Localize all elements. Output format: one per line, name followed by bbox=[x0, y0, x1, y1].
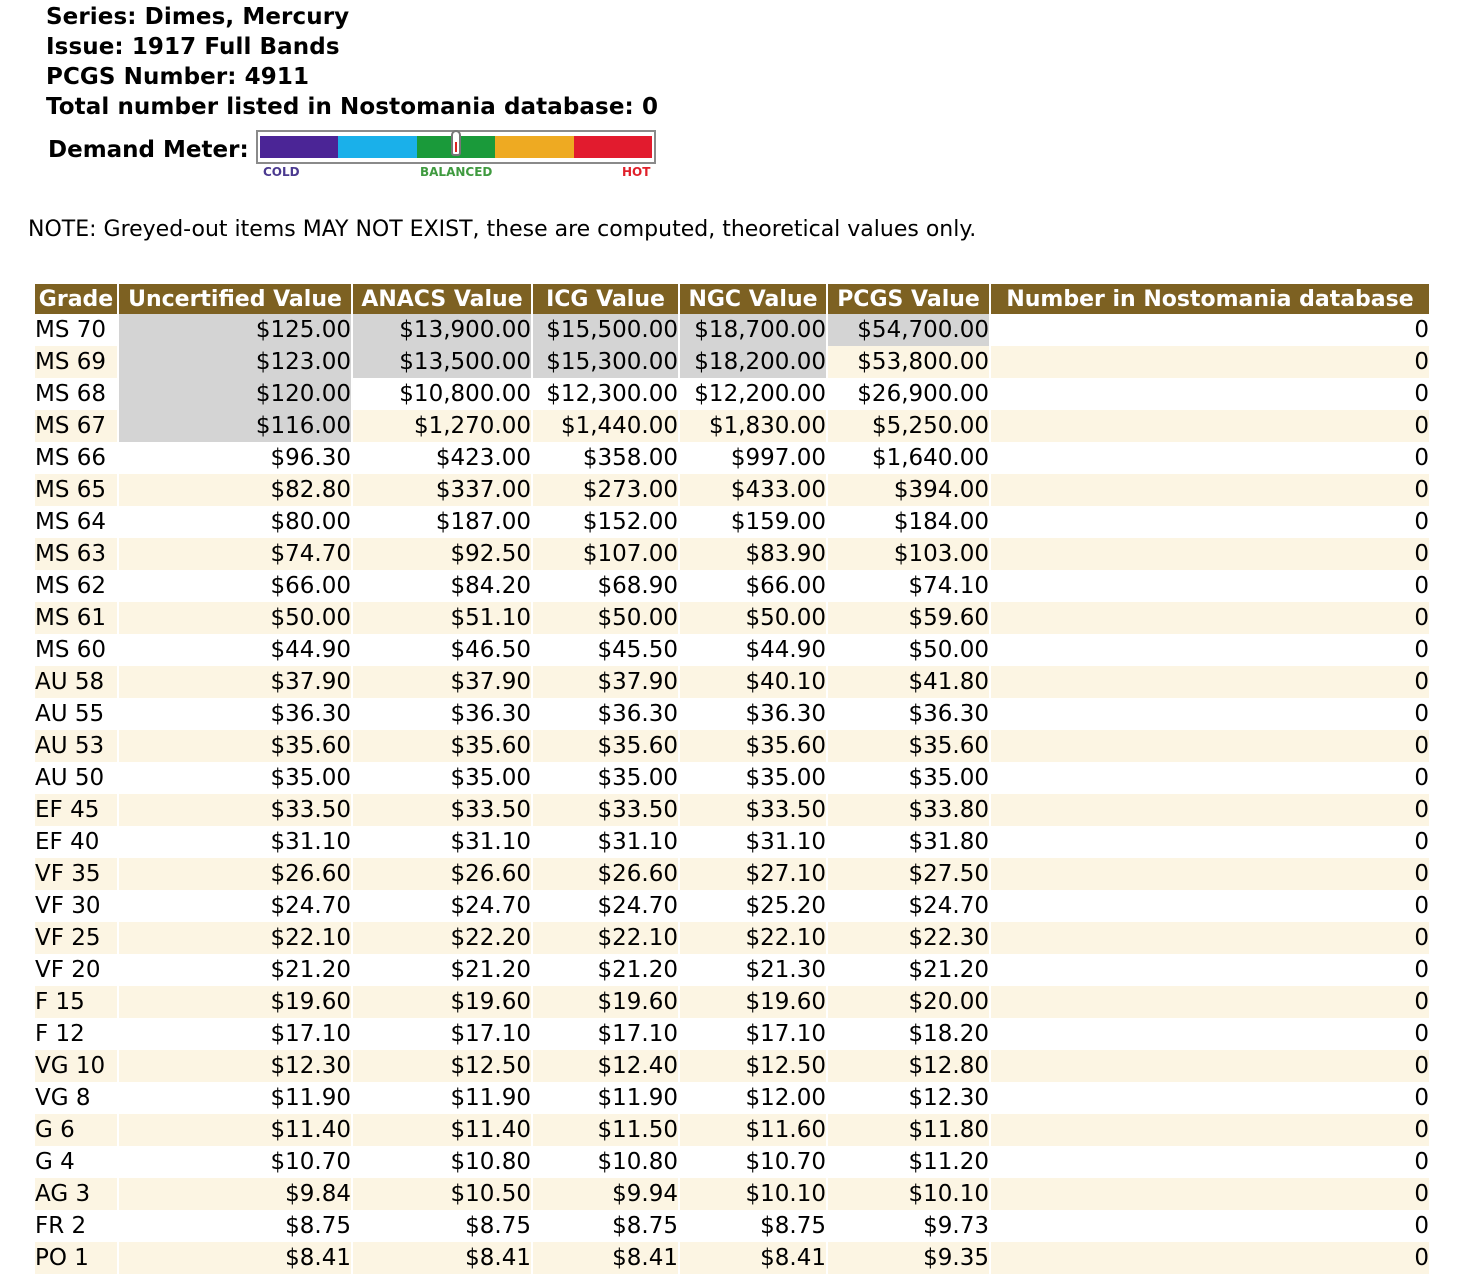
value-cell-uncertified: $8.75 bbox=[119, 1210, 351, 1242]
value-cell-nostomania-count: 0 bbox=[991, 634, 1429, 666]
grade-cell: MS 62 bbox=[35, 570, 117, 602]
coin-info bbox=[46, 2, 658, 122]
table-row bbox=[35, 954, 1429, 986]
meter-segment-cool bbox=[338, 136, 416, 158]
value-cell-ngc: $433.00 bbox=[680, 474, 826, 506]
issue-line: Issue: 1917 Full Bands bbox=[46, 34, 340, 60]
value-cell-uncertified: $8.41 bbox=[119, 1242, 351, 1274]
table-row bbox=[35, 858, 1429, 890]
value-cell-anacs: $22.20 bbox=[353, 922, 531, 954]
value-cell-nostomania-count: 0 bbox=[991, 378, 1429, 410]
value-cell-icg: $9.94 bbox=[533, 1178, 678, 1210]
value-cell-anacs: $84.20 bbox=[353, 570, 531, 602]
table-row bbox=[35, 666, 1429, 698]
value-cell-uncertified: $35.00 bbox=[119, 762, 351, 794]
value-cell-pcgs: $36.30 bbox=[828, 698, 989, 730]
value-cell-uncertified: $82.80 bbox=[119, 474, 351, 506]
value-cell-uncertified: $44.90 bbox=[119, 634, 351, 666]
value-cell-anacs: $187.00 bbox=[353, 506, 531, 538]
greyed-out-note: NOTE: Greyed-out items MAY NOT EXIST, these are computed, theoretical values only. bbox=[28, 217, 977, 242]
value-cell-ngc: $159.00 bbox=[680, 506, 826, 538]
value-cell-nostomania-count: 0 bbox=[991, 922, 1429, 954]
value-cell-icg: $152.00 bbox=[533, 506, 678, 538]
value-cell-icg: $107.00 bbox=[533, 538, 678, 570]
value-cell-pcgs: $394.00 bbox=[828, 474, 989, 506]
column-header-uncertified: Uncertified Value bbox=[119, 284, 351, 314]
value-cell-nostomania-count: 0 bbox=[991, 666, 1429, 698]
table-row bbox=[35, 1082, 1429, 1114]
table-row bbox=[35, 474, 1429, 506]
grade-cell: VF 30 bbox=[35, 890, 117, 922]
value-cell-uncertified: $11.90 bbox=[119, 1082, 351, 1114]
value-cell-ngc: $997.00 bbox=[680, 442, 826, 474]
value-cell-nostomania-count: 0 bbox=[991, 1210, 1429, 1242]
value-cell-nostomania-count: 0 bbox=[991, 1050, 1429, 1082]
value-cell-nostomania-count: 0 bbox=[991, 570, 1429, 602]
value-cell-anacs: $33.50 bbox=[353, 794, 531, 826]
value-cell-ngc: $12.00 bbox=[680, 1082, 826, 1114]
value-cell-anacs: $24.70 bbox=[353, 890, 531, 922]
table-row bbox=[35, 506, 1429, 538]
value-cell-anacs: $12.50 bbox=[353, 1050, 531, 1082]
value-cell-uncertified: $96.30 bbox=[119, 442, 351, 474]
column-header-grade: Grade bbox=[35, 284, 117, 314]
series-line: Series: Dimes, Mercury bbox=[46, 4, 350, 30]
value-cell-anacs: $35.00 bbox=[353, 762, 531, 794]
table-row bbox=[35, 634, 1429, 666]
value-cell-ngc: $35.60 bbox=[680, 730, 826, 762]
value-cell-pcgs: $50.00 bbox=[828, 634, 989, 666]
table-row bbox=[35, 1178, 1429, 1210]
demand-meter-label: Demand Meter: bbox=[48, 137, 249, 163]
value-cell-uncertified: $120.00 bbox=[119, 378, 351, 410]
value-cell-ngc: $40.10 bbox=[680, 666, 826, 698]
value-cell-icg: $26.60 bbox=[533, 858, 678, 890]
value-cell-pcgs: $10.10 bbox=[828, 1178, 989, 1210]
value-cell-nostomania-count: 0 bbox=[991, 698, 1429, 730]
grade-cell: MS 61 bbox=[35, 602, 117, 634]
value-cell-pcgs: $54,700.00 bbox=[828, 314, 989, 346]
value-cell-ngc: $25.20 bbox=[680, 890, 826, 922]
value-cell-anacs: $8.41 bbox=[353, 1242, 531, 1274]
value-cell-uncertified: $116.00 bbox=[119, 410, 351, 442]
value-cell-anacs: $31.10 bbox=[353, 826, 531, 858]
value-cell-nostomania-count: 0 bbox=[991, 1082, 1429, 1114]
table-row bbox=[35, 1210, 1429, 1242]
value-cell-pcgs: $27.50 bbox=[828, 858, 989, 890]
grade-cell: VG 10 bbox=[35, 1050, 117, 1082]
value-cell-anacs: $423.00 bbox=[353, 442, 531, 474]
column-header-anacs: ANACS Value bbox=[353, 284, 531, 314]
value-cell-uncertified: $11.40 bbox=[119, 1114, 351, 1146]
value-cell-anacs: $35.60 bbox=[353, 730, 531, 762]
value-cell-anacs: $1,270.00 bbox=[353, 410, 531, 442]
pcgs-number-line: PCGS Number: 4911 bbox=[46, 64, 310, 90]
value-cell-anacs: $17.10 bbox=[353, 1018, 531, 1050]
grade-cell: G 6 bbox=[35, 1114, 117, 1146]
value-cell-icg: $17.10 bbox=[533, 1018, 678, 1050]
value-cell-icg: $12.40 bbox=[533, 1050, 678, 1082]
table-row bbox=[35, 314, 1429, 346]
value-cell-pcgs: $74.10 bbox=[828, 570, 989, 602]
grade-cell: MS 69 bbox=[35, 346, 117, 378]
value-cell-icg: $37.90 bbox=[533, 666, 678, 698]
value-cell-nostomania-count: 0 bbox=[991, 762, 1429, 794]
meter-label-cold: COLD bbox=[263, 165, 300, 179]
grade-cell: MS 66 bbox=[35, 442, 117, 474]
value-cell-uncertified: $24.70 bbox=[119, 890, 351, 922]
meter-segment-hot bbox=[574, 136, 652, 158]
value-cell-anacs: $36.30 bbox=[353, 698, 531, 730]
value-cell-ngc: $1,830.00 bbox=[680, 410, 826, 442]
value-cell-icg: $45.50 bbox=[533, 634, 678, 666]
value-cell-icg: $273.00 bbox=[533, 474, 678, 506]
value-cell-nostomania-count: 0 bbox=[991, 858, 1429, 890]
value-cell-uncertified: $74.70 bbox=[119, 538, 351, 570]
value-cell-ngc: $35.00 bbox=[680, 762, 826, 794]
value-cell-nostomania-count: 0 bbox=[991, 794, 1429, 826]
table-row bbox=[35, 538, 1429, 570]
value-cell-pcgs: $1,640.00 bbox=[828, 442, 989, 474]
grade-cell: AU 53 bbox=[35, 730, 117, 762]
grade-cell: G 4 bbox=[35, 1146, 117, 1178]
grade-cell: F 15 bbox=[35, 986, 117, 1018]
value-cell-pcgs: $41.80 bbox=[828, 666, 989, 698]
value-cell-uncertified: $10.70 bbox=[119, 1146, 351, 1178]
value-cell-icg: $36.30 bbox=[533, 698, 678, 730]
value-cell-nostomania-count: 0 bbox=[991, 1178, 1429, 1210]
value-cell-pcgs: $21.20 bbox=[828, 954, 989, 986]
value-cell-icg: $35.60 bbox=[533, 730, 678, 762]
column-header-pcgs: PCGS Value bbox=[828, 284, 989, 314]
value-cell-pcgs: $11.20 bbox=[828, 1146, 989, 1178]
value-cell-ngc: $18,200.00 bbox=[680, 346, 826, 378]
value-cell-uncertified: $37.90 bbox=[119, 666, 351, 698]
value-cell-ngc: $27.10 bbox=[680, 858, 826, 890]
value-cell-nostomania-count: 0 bbox=[991, 1146, 1429, 1178]
meter-segment-warm bbox=[495, 136, 573, 158]
value-cell-uncertified: $22.10 bbox=[119, 922, 351, 954]
demand-needle-icon bbox=[451, 130, 461, 156]
grade-cell: MS 68 bbox=[35, 378, 117, 410]
value-cell-icg: $15,300.00 bbox=[533, 346, 678, 378]
value-cell-uncertified: $36.30 bbox=[119, 698, 351, 730]
value-cell-uncertified: $26.60 bbox=[119, 858, 351, 890]
value-cell-anacs: $11.90 bbox=[353, 1082, 531, 1114]
value-cell-pcgs: $24.70 bbox=[828, 890, 989, 922]
table-row bbox=[35, 730, 1429, 762]
grade-cell: EF 45 bbox=[35, 794, 117, 826]
value-cell-uncertified: $17.10 bbox=[119, 1018, 351, 1050]
value-cell-uncertified: $9.84 bbox=[119, 1178, 351, 1210]
table-header-row bbox=[35, 284, 1429, 314]
value-cell-icg: $68.90 bbox=[533, 570, 678, 602]
value-cell-ngc: $12,200.00 bbox=[680, 378, 826, 410]
value-cell-anacs: $10,800.00 bbox=[353, 378, 531, 410]
value-table bbox=[33, 284, 1431, 1274]
table-row bbox=[35, 378, 1429, 410]
value-cell-anacs: $337.00 bbox=[353, 474, 531, 506]
grade-cell: VF 25 bbox=[35, 922, 117, 954]
value-cell-uncertified: $19.60 bbox=[119, 986, 351, 1018]
grade-cell: MS 64 bbox=[35, 506, 117, 538]
meter-label-balanced: BALANCED bbox=[420, 165, 493, 179]
value-cell-anacs: $19.60 bbox=[353, 986, 531, 1018]
grade-cell: MS 60 bbox=[35, 634, 117, 666]
value-cell-nostomania-count: 0 bbox=[991, 954, 1429, 986]
value-cell-icg: $358.00 bbox=[533, 442, 678, 474]
table-row bbox=[35, 442, 1429, 474]
grade-cell: AU 50 bbox=[35, 762, 117, 794]
value-cell-nostomania-count: 0 bbox=[991, 506, 1429, 538]
value-cell-ngc: $50.00 bbox=[680, 602, 826, 634]
value-cell-anacs: $46.50 bbox=[353, 634, 531, 666]
value-cell-pcgs: $5,250.00 bbox=[828, 410, 989, 442]
table-row bbox=[35, 1050, 1429, 1082]
grade-cell: EF 40 bbox=[35, 826, 117, 858]
table-row bbox=[35, 1146, 1429, 1178]
value-cell-icg: $11.50 bbox=[533, 1114, 678, 1146]
value-cell-icg: $31.10 bbox=[533, 826, 678, 858]
table-row bbox=[35, 1114, 1429, 1146]
value-cell-icg: $22.10 bbox=[533, 922, 678, 954]
value-cell-icg: $15,500.00 bbox=[533, 314, 678, 346]
value-cell-nostomania-count: 0 bbox=[991, 1018, 1429, 1050]
grade-cell: PO 1 bbox=[35, 1242, 117, 1274]
value-cell-uncertified: $80.00 bbox=[119, 506, 351, 538]
grade-cell: MS 65 bbox=[35, 474, 117, 506]
meter-label-hot: HOT bbox=[622, 165, 651, 179]
value-cell-ngc: $8.41 bbox=[680, 1242, 826, 1274]
table-row bbox=[35, 346, 1429, 378]
value-cell-ngc: $10.10 bbox=[680, 1178, 826, 1210]
value-cell-ngc: $21.30 bbox=[680, 954, 826, 986]
value-cell-ngc: $66.00 bbox=[680, 570, 826, 602]
value-cell-pcgs: $35.00 bbox=[828, 762, 989, 794]
value-cell-ngc: $12.50 bbox=[680, 1050, 826, 1082]
value-cell-anacs: $11.40 bbox=[353, 1114, 531, 1146]
value-cell-icg: $19.60 bbox=[533, 986, 678, 1018]
table-row bbox=[35, 1018, 1429, 1050]
table-row bbox=[35, 410, 1429, 442]
value-cell-icg: $8.41 bbox=[533, 1242, 678, 1274]
grade-cell: VF 20 bbox=[35, 954, 117, 986]
value-cell-anacs: $13,900.00 bbox=[353, 314, 531, 346]
value-cell-pcgs: $53,800.00 bbox=[828, 346, 989, 378]
value-cell-ngc: $8.75 bbox=[680, 1210, 826, 1242]
value-cell-uncertified: $21.20 bbox=[119, 954, 351, 986]
value-cell-icg: $8.75 bbox=[533, 1210, 678, 1242]
table-row bbox=[35, 986, 1429, 1018]
value-cell-uncertified: $12.30 bbox=[119, 1050, 351, 1082]
value-cell-ngc: $36.30 bbox=[680, 698, 826, 730]
value-cell-uncertified: $33.50 bbox=[119, 794, 351, 826]
value-cell-nostomania-count: 0 bbox=[991, 986, 1429, 1018]
value-cell-nostomania-count: 0 bbox=[991, 826, 1429, 858]
value-cell-ngc: $83.90 bbox=[680, 538, 826, 570]
value-cell-nostomania-count: 0 bbox=[991, 442, 1429, 474]
value-cell-pcgs: $31.80 bbox=[828, 826, 989, 858]
value-cell-anacs: $10.50 bbox=[353, 1178, 531, 1210]
value-cell-nostomania-count: 0 bbox=[991, 346, 1429, 378]
grade-cell: F 12 bbox=[35, 1018, 117, 1050]
demand-meter bbox=[256, 130, 656, 164]
value-cell-nostomania-count: 0 bbox=[991, 1114, 1429, 1146]
value-cell-anacs: $26.60 bbox=[353, 858, 531, 890]
column-header-ngc: NGC Value bbox=[680, 284, 826, 314]
value-cell-pcgs: $59.60 bbox=[828, 602, 989, 634]
value-cell-pcgs: $18.20 bbox=[828, 1018, 989, 1050]
value-cell-icg: $10.80 bbox=[533, 1146, 678, 1178]
value-cell-pcgs: $35.60 bbox=[828, 730, 989, 762]
value-cell-icg: $24.70 bbox=[533, 890, 678, 922]
table-row bbox=[35, 762, 1429, 794]
value-cell-icg: $12,300.00 bbox=[533, 378, 678, 410]
grade-cell: MS 70 bbox=[35, 314, 117, 346]
value-cell-pcgs: $22.30 bbox=[828, 922, 989, 954]
value-cell-ngc: $10.70 bbox=[680, 1146, 826, 1178]
value-cell-icg: $35.00 bbox=[533, 762, 678, 794]
total-listed-line: Total number listed in Nostomania database: 0 bbox=[46, 94, 659, 120]
value-cell-pcgs: $9.35 bbox=[828, 1242, 989, 1274]
value-cell-pcgs: $11.80 bbox=[828, 1114, 989, 1146]
table-row bbox=[35, 570, 1429, 602]
value-cell-icg: $33.50 bbox=[533, 794, 678, 826]
value-cell-anacs: $8.75 bbox=[353, 1210, 531, 1242]
table-row bbox=[35, 890, 1429, 922]
value-cell-pcgs: $12.30 bbox=[828, 1082, 989, 1114]
table-row bbox=[35, 1242, 1429, 1274]
value-cell-uncertified: $35.60 bbox=[119, 730, 351, 762]
grade-cell: FR 2 bbox=[35, 1210, 117, 1242]
grade-cell: MS 67 bbox=[35, 410, 117, 442]
value-cell-ngc: $33.50 bbox=[680, 794, 826, 826]
value-cell-uncertified: $31.10 bbox=[119, 826, 351, 858]
value-cell-ngc: $17.10 bbox=[680, 1018, 826, 1050]
grade-cell: AU 58 bbox=[35, 666, 117, 698]
value-cell-pcgs: $33.80 bbox=[828, 794, 989, 826]
value-cell-uncertified: $66.00 bbox=[119, 570, 351, 602]
value-cell-nostomania-count: 0 bbox=[991, 602, 1429, 634]
value-cell-ngc: $44.90 bbox=[680, 634, 826, 666]
grade-cell: AU 55 bbox=[35, 698, 117, 730]
grade-cell: VG 8 bbox=[35, 1082, 117, 1114]
grade-cell: MS 63 bbox=[35, 538, 117, 570]
value-cell-pcgs: $184.00 bbox=[828, 506, 989, 538]
value-cell-pcgs: $12.80 bbox=[828, 1050, 989, 1082]
value-cell-nostomania-count: 0 bbox=[991, 730, 1429, 762]
table-row bbox=[35, 922, 1429, 954]
value-cell-ngc: $11.60 bbox=[680, 1114, 826, 1146]
value-cell-anacs: $51.10 bbox=[353, 602, 531, 634]
value-cell-ngc: $19.60 bbox=[680, 986, 826, 1018]
value-cell-ngc: $18,700.00 bbox=[680, 314, 826, 346]
table-row bbox=[35, 794, 1429, 826]
value-cell-pcgs: $9.73 bbox=[828, 1210, 989, 1242]
value-cell-nostomania-count: 0 bbox=[991, 474, 1429, 506]
value-cell-pcgs: $26,900.00 bbox=[828, 378, 989, 410]
table-row bbox=[35, 826, 1429, 858]
meter-segment-cold bbox=[260, 136, 338, 158]
value-cell-anacs: $92.50 bbox=[353, 538, 531, 570]
value-cell-nostomania-count: 0 bbox=[991, 890, 1429, 922]
value-cell-nostomania-count: 0 bbox=[991, 410, 1429, 442]
value-cell-anacs: $13,500.00 bbox=[353, 346, 531, 378]
grade-cell: AG 3 bbox=[35, 1178, 117, 1210]
value-cell-uncertified: $123.00 bbox=[119, 346, 351, 378]
value-cell-nostomania-count: 0 bbox=[991, 538, 1429, 570]
value-cell-icg: $11.90 bbox=[533, 1082, 678, 1114]
column-header-icg: ICG Value bbox=[533, 284, 678, 314]
value-cell-uncertified: $50.00 bbox=[119, 602, 351, 634]
value-cell-nostomania-count: 0 bbox=[991, 314, 1429, 346]
value-cell-uncertified: $125.00 bbox=[119, 314, 351, 346]
value-cell-ngc: $31.10 bbox=[680, 826, 826, 858]
value-cell-anacs: $10.80 bbox=[353, 1146, 531, 1178]
value-cell-anacs: $37.90 bbox=[353, 666, 531, 698]
column-header-nostomania-count: Number in Nostomania database bbox=[991, 284, 1429, 314]
value-cell-ngc: $22.10 bbox=[680, 922, 826, 954]
grade-cell: VF 35 bbox=[35, 858, 117, 890]
table-row bbox=[35, 602, 1429, 634]
value-cell-icg: $1,440.00 bbox=[533, 410, 678, 442]
value-cell-icg: $50.00 bbox=[533, 602, 678, 634]
value-cell-icg: $21.20 bbox=[533, 954, 678, 986]
value-cell-pcgs: $103.00 bbox=[828, 538, 989, 570]
value-cell-anacs: $21.20 bbox=[353, 954, 531, 986]
value-cell-nostomania-count: 0 bbox=[991, 1242, 1429, 1274]
value-cell-pcgs: $20.00 bbox=[828, 986, 989, 1018]
table-row bbox=[35, 698, 1429, 730]
